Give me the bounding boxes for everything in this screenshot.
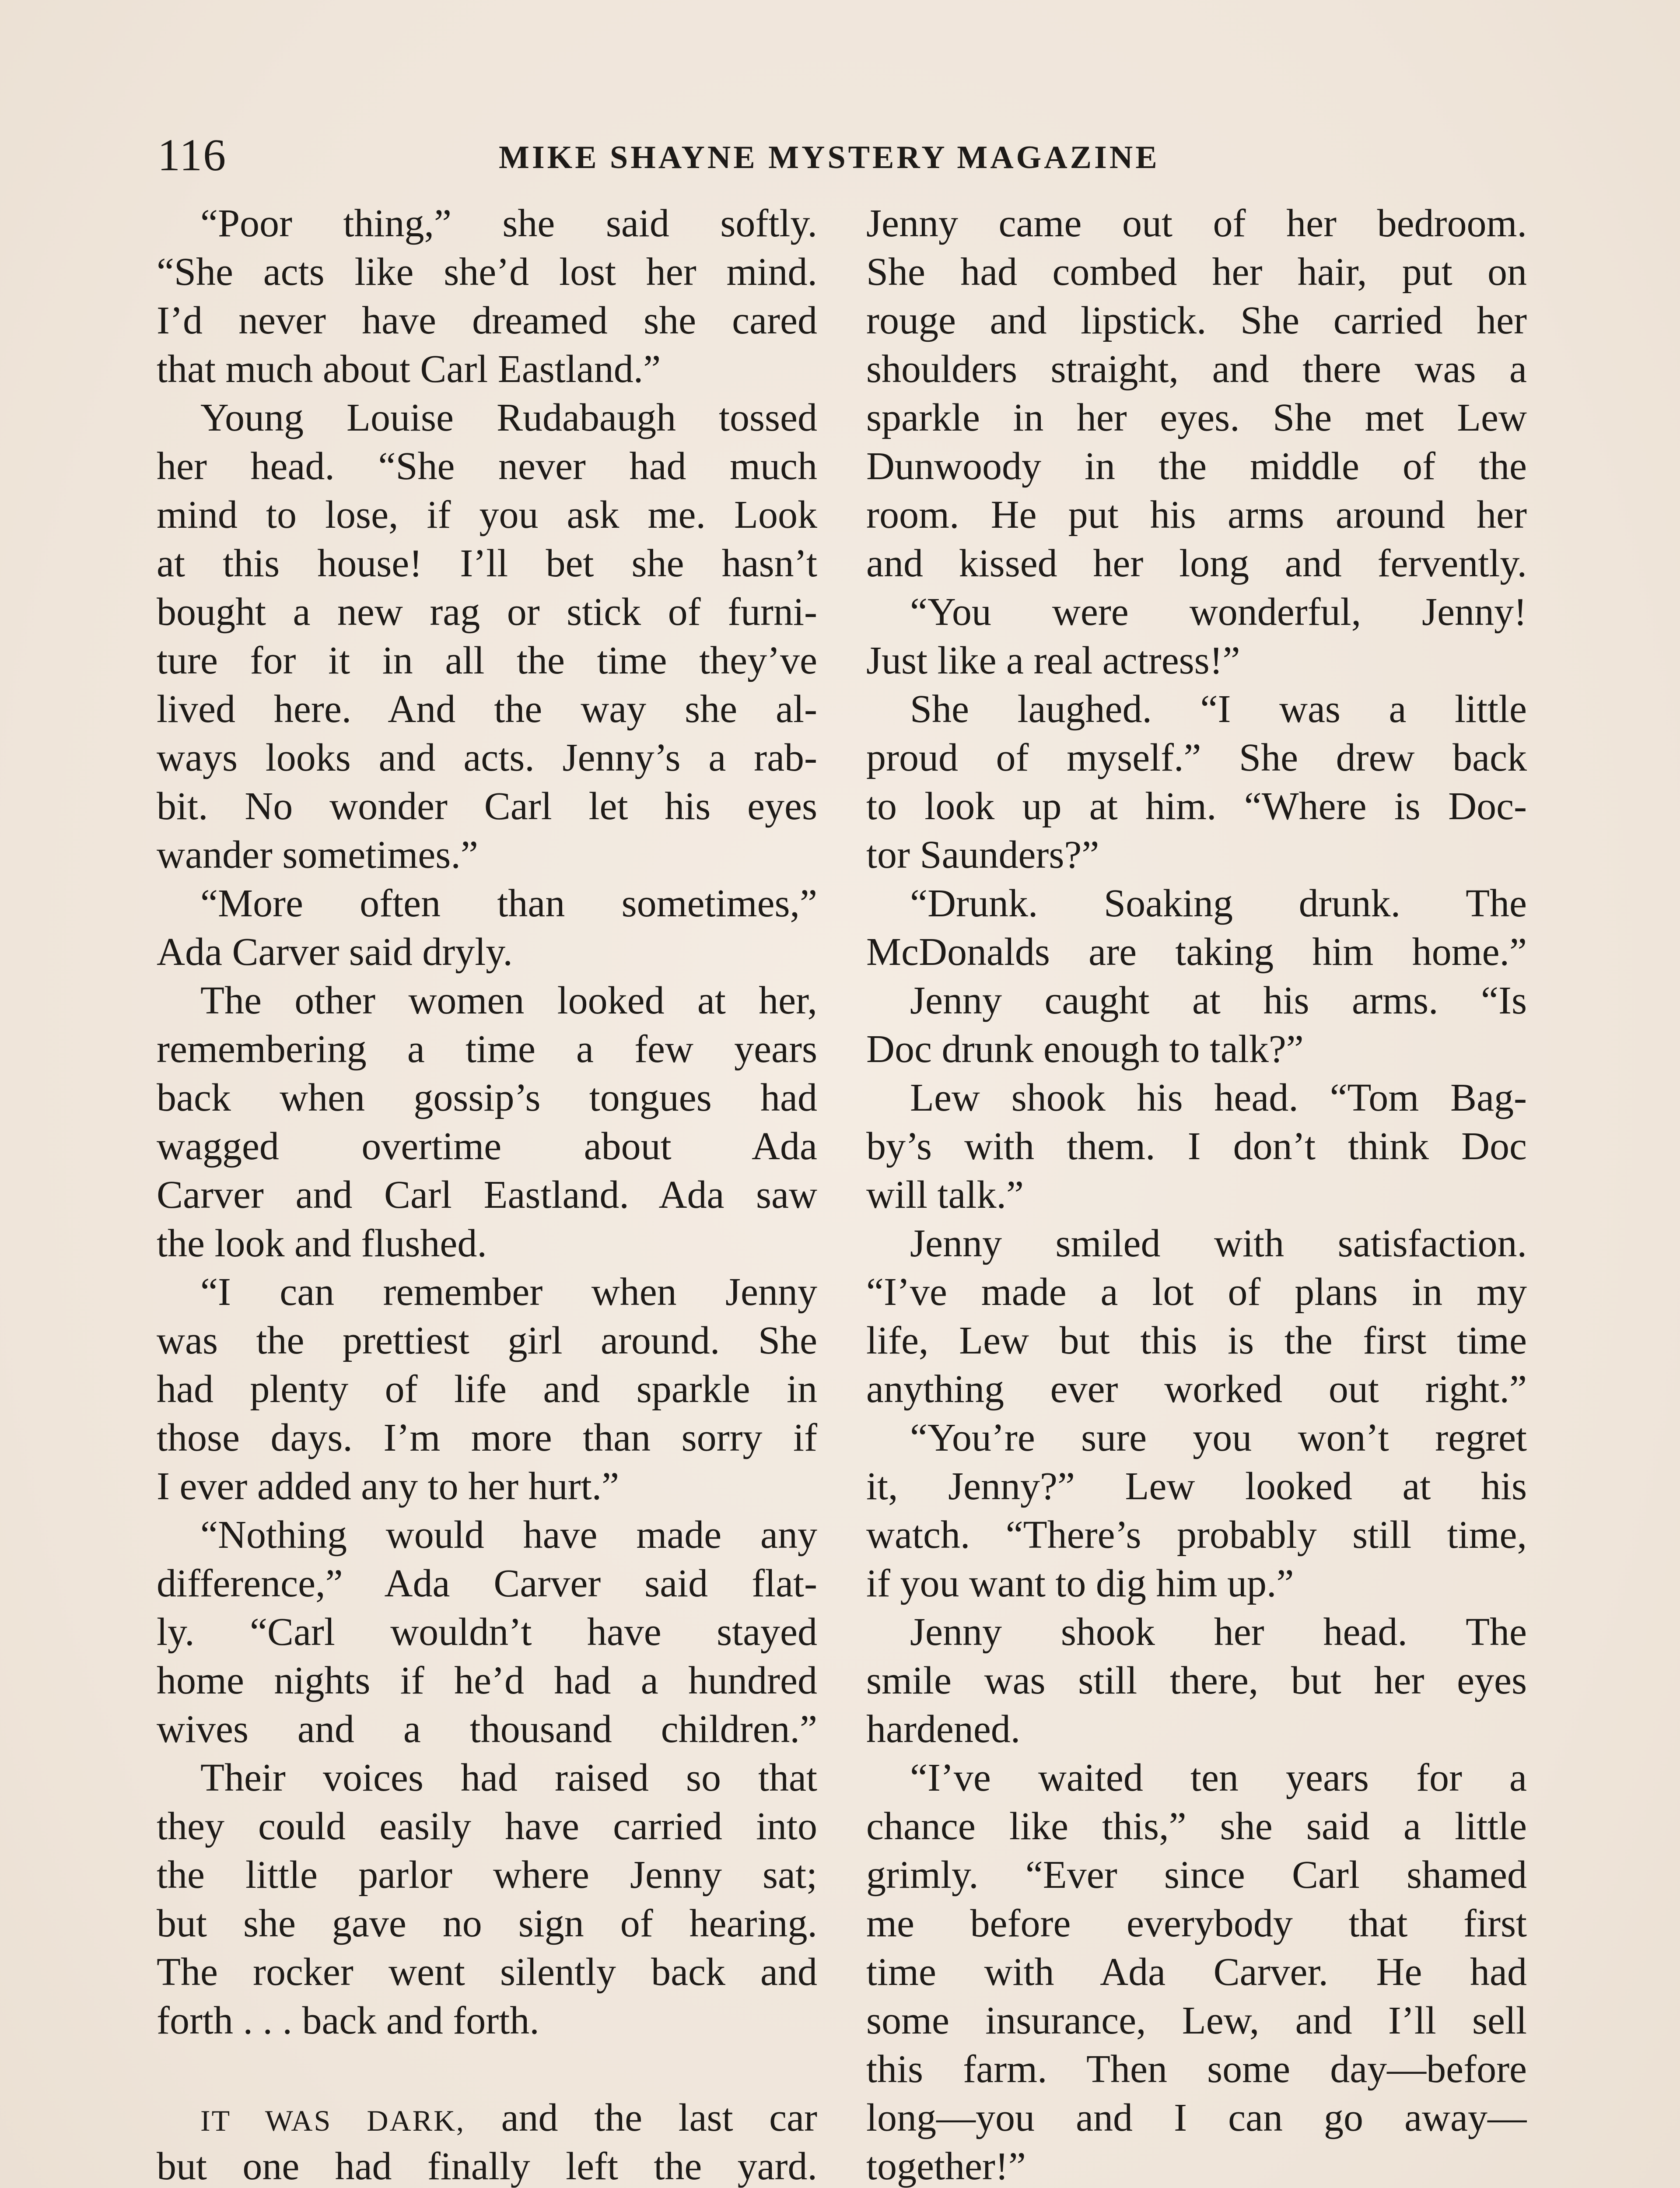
text-line: forth . . . back and forth. xyxy=(157,1999,539,2042)
text-line: back when gossip’s tongues had xyxy=(157,1076,817,1119)
text-line: Jenny came out of her bedroom. xyxy=(866,202,1527,245)
line-text: and the last car xyxy=(501,2096,817,2139)
text-line: “You’re sure you won’t regret xyxy=(910,1416,1527,1459)
text-line: “Poor thing,” she said softly. xyxy=(200,202,817,245)
text-line: at this house! I’ll bet she hasn’t xyxy=(157,542,817,585)
text-line: wagged overtime about Ada xyxy=(157,1125,817,1168)
left-text-column xyxy=(157,199,817,2188)
text-line: ways looks and acts. Jenny’s a rab- xyxy=(157,736,817,779)
text-line: me before everybody that first xyxy=(866,1902,1527,1945)
text-line: life, Lew but this is the first time xyxy=(866,1319,1527,1362)
text-line: grimly. “Ever since Carl shamed xyxy=(866,1853,1527,1897)
text-line: but one had finally left the yard. xyxy=(157,2145,817,2188)
text-line: She laughed. “I was a little xyxy=(910,687,1527,731)
text-line: “I can remember when Jenny xyxy=(200,1270,817,1314)
text-line: “She acts like she’d lost her mind. xyxy=(157,250,817,294)
text-line: Their voices had raised so that xyxy=(200,1756,817,1799)
text-line: Dunwoody in the middle of the xyxy=(866,445,1527,488)
text-line: remembering a time a few years xyxy=(157,1027,817,1071)
text-line: anything ever worked out right.” xyxy=(866,1368,1527,1411)
text-line: wives and a thousand children.” xyxy=(157,1708,817,1751)
text-line: they could easily have carried into xyxy=(157,1805,817,1848)
text-line: ture for it in all the time they’ve xyxy=(157,639,817,682)
text-line: tor Saunders?” xyxy=(866,833,1099,877)
text-line: was the prettiest girl around. She xyxy=(157,1319,817,1362)
text-line: “I’ve made a lot of plans in my xyxy=(866,1270,1527,1314)
text-line: those days. I’m more than sorry if xyxy=(157,1416,817,1459)
text-line: that much about Carl Eastland.” xyxy=(157,347,661,391)
text-line: her head. “She never had much xyxy=(157,445,817,488)
text-line: to look up at him. “Where is Doc- xyxy=(866,785,1527,828)
text-line xyxy=(157,2093,817,2142)
text-line: this farm. Then some day—before xyxy=(866,2048,1527,2091)
text-line: some insurance, Lew, and I’ll sell xyxy=(866,1999,1527,2042)
text-line: Jenny smiled with satisfaction. xyxy=(910,1222,1527,1265)
section-lead-smallcaps: IT WAS DARK, xyxy=(200,2104,466,2137)
text-line: wander sometimes.” xyxy=(157,833,478,877)
text-line: “Nothing would have made any xyxy=(200,1513,817,1557)
text-line: “You were wonderful, Jenny! xyxy=(910,590,1527,634)
text-line: Lew shook his head. “Tom Bag- xyxy=(910,1076,1527,1119)
text-line: had plenty of life and sparkle in xyxy=(157,1368,817,1411)
text-line: “I’ve waited ten years for a xyxy=(910,1756,1527,1799)
text-line: She had combed her hair, put on xyxy=(866,250,1527,294)
text-line: it, Jenny?” Lew looked at his xyxy=(866,1465,1527,1508)
text-line: will talk.” xyxy=(866,1173,1024,1217)
text-line: Jenny shook her head. The xyxy=(910,1610,1527,1654)
text-line: sparkle in her eyes. She met Lew xyxy=(866,396,1527,439)
text-line: the look and flushed. xyxy=(157,1222,487,1265)
text-line: Just like a real actress!” xyxy=(866,639,1240,682)
text-line: mind to lose, if you ask me. Look xyxy=(157,493,817,536)
text-line: shoulders straight, and there was a xyxy=(866,347,1527,391)
text-line: time with Ada Carver. He had xyxy=(866,1950,1527,1994)
text-line: The rocker went silently back and xyxy=(157,1950,817,1994)
text-line: difference,” Ada Carver said flat- xyxy=(157,1562,817,1605)
text-line: “More often than sometimes,” xyxy=(200,882,817,925)
text-line: home nights if he’d had a hundred xyxy=(157,1659,817,1702)
text-line: hardened. xyxy=(866,1708,1021,1751)
text-line: by’s with them. I don’t think Doc xyxy=(866,1125,1527,1168)
text-line: if you want to dig him up.” xyxy=(866,1562,1294,1605)
page-header xyxy=(158,127,1531,188)
text-line: but she gave no sign of hearing. xyxy=(157,1902,817,1945)
text-line: Carver and Carl Eastland. Ada saw xyxy=(157,1173,817,1217)
text-line: room. He put his arms around her xyxy=(866,493,1527,536)
text-line: together!” xyxy=(866,2145,1026,2188)
text-line: Young Louise Rudabaugh tossed xyxy=(200,396,817,439)
text-line: Ada Carver said dryly. xyxy=(157,930,513,974)
text-line: “Drunk. Soaking drunk. The xyxy=(910,882,1527,925)
text-line: long—you and I can go away— xyxy=(866,2096,1527,2139)
text-line: lived here. And the way she al- xyxy=(157,687,817,731)
text-line: Doc drunk enough to talk?” xyxy=(866,1027,1304,1071)
text-line: I’d never have dreamed she cared xyxy=(157,299,817,342)
page-number: 116 xyxy=(158,130,227,180)
running-title: MIKE SHAYNE MYSTERY MAGAZINE xyxy=(499,140,1160,175)
text-line: ly. “Carl wouldn’t have stayed xyxy=(157,1610,817,1654)
text-line: I ever added any to her hurt.” xyxy=(157,1465,620,1508)
right-text-column xyxy=(866,199,1527,2188)
text-line xyxy=(157,2045,817,2093)
text-line: watch. “There’s probably still time, xyxy=(866,1513,1527,1557)
text-line: rouge and lipstick. She carried her xyxy=(866,299,1527,342)
text-line: The other women looked at her, xyxy=(200,979,817,1022)
text-line: Jenny caught at his arms. “Is xyxy=(910,979,1527,1022)
text-line: the little parlor where Jenny sat; xyxy=(157,1853,817,1897)
text-line: bought a new rag or stick of furni- xyxy=(157,590,817,634)
text-line: chance like this,” she said a little xyxy=(866,1805,1527,1848)
text-line: and kissed her long and fervently. xyxy=(866,542,1527,585)
text-line: McDonalds are taking him home.” xyxy=(866,930,1527,974)
text-line: smile was still there, but her eyes xyxy=(866,1659,1527,1702)
text-line: proud of myself.” She drew back xyxy=(866,736,1527,779)
text-line: bit. No wonder Carl let his eyes xyxy=(157,785,817,828)
